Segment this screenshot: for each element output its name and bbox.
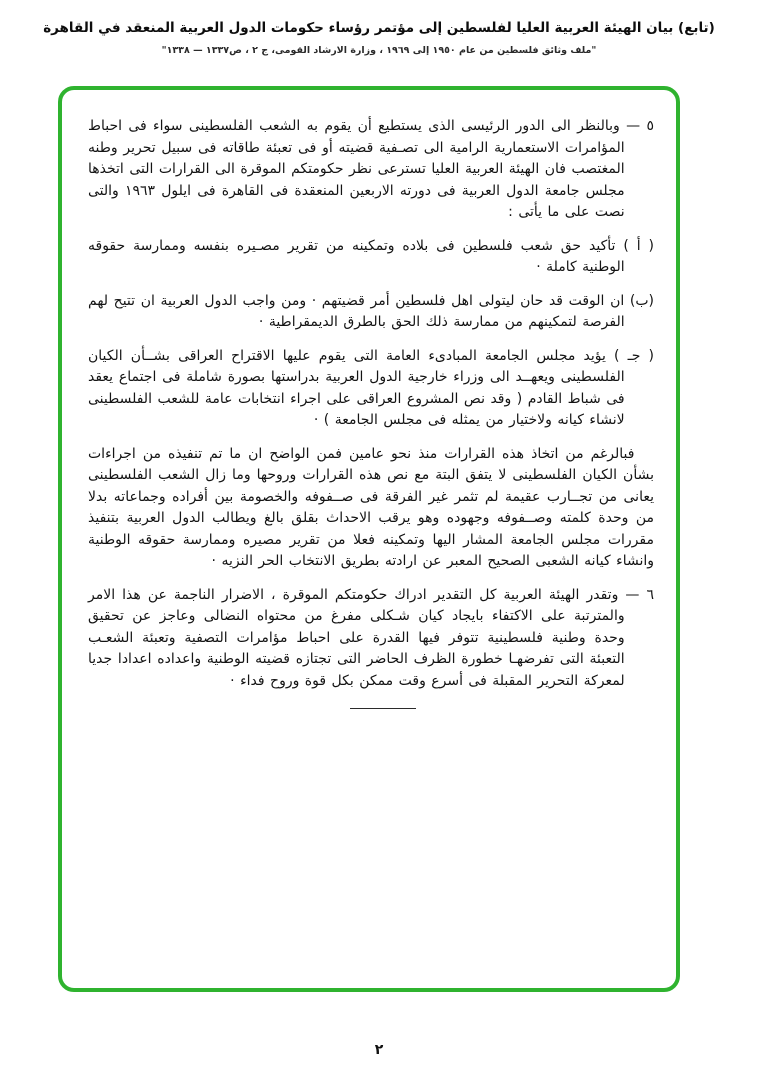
paragraph-commentary: فبالرغم من اتخاذ هذه القرارات منذ نحو عامين فمن الواضح ان ما تم تنفيذه من اجراءات بشأن الكيان الفلسطينى لا يتفق البتة مع نص هذه القرارات وروحها وما زال الشعب الفلسطينى يعانى من تجــارب عقيمة لم تثمر غير الفرقة فى صــفوفه والخصومة بين أفراده وجماعاته بدلا من وحدة كلمته وصــفوفه وجهوده وهو يرقب الاحداث بقلق بالغ ويطالب الدول العربية بتنفيذ مقررات مجلس الجامعة المشار اليها وتمكينه فعلا من تقرير مصيره وممارسة حقوقه الوطنية وانشاء كيانه الشعبى الصحيح المعبر عن ارادته بطريق الانتخاب الحر النزيه · (88, 445, 654, 569)
paragraph-subitem-jeem: ( جـ ) يؤيد مجلس الجامعة المبادىء العامة التى يقوم عليها الاقتراح العراقى بشــأن الكيان الفلسطينى ويعهــد الى وزراء خارجية الدول العربية بدراستها بصورة شاملة فى اجتماع يعقد فى شباط القادم ( وقد نص المشروع العراقى على اجراء انتخابات عامة للشعب الفلسطينى لانشاء كيانه ولاختيار من يمثله فى مجلس الجامعة ) · (88, 347, 654, 428)
paragraph-subitem-alef: ( أ ) تأكيد حق شعب فلسطين فى بلاده وتمكينه من تقرير مصـيره بنفسه وممارسة حقوقه الوطنية كاملة · (88, 237, 654, 275)
document-title: (تابع) بيان الهيئة العربية العليا لفلسطين إلى مؤتمر رؤساء حكومات الدول العربية المنعقد في القاهرة (43, 20, 715, 36)
content-border-frame (58, 86, 680, 992)
paragraph-item-6: ٦ — وتقدر الهيئة العربية كل التقدير ادراك حكومتكم الموقرة ، الاضرار الناجمة عن هذا الامر والمترتبة على الاكتفاء بايجاد كيان شـكلى مفرغ من محتواه النضالى وعاجز عن تحقيق وحدة وطنية فلسطينية تتوفر فيها القدرة على احباط مؤامرات التصفية وتعبئة الشعـب التعبئة التى تفرضهـا خطورة الظرف الحاضر التى تجتازه قضيته الوطنية واعداده اعدادا جديا لمعركة التحرير المقبلة فى أسرع وقت ممكن بكل قوة وروح فداء · (88, 586, 654, 689)
paragraph-item-5: ٥ — وبالنظر الى الدور الرئيسى الذى يستطيع أن يقوم به الشعب الفلسطينى سواء فى احباط المؤامرات الاستعمارية الرامية الى تصـفية قضيته أو فى تعبئة طاقاته فى سبيل تحرير وطنه المغتصب فان الهيئة العربية العليا تسترعى نظر حكومتكم الموقرة الى القرارات التى اتخذها مجلس جامعة الدول العربية فى دورته الاربعين المنعقدة فى القاهرة فى ايلول ١٩٦٣ والتى نصت على ما يأتى : (88, 118, 654, 220)
document-body (62, 90, 676, 709)
page-number: ٢ (374, 1042, 384, 1058)
end-divider-rule (350, 708, 416, 709)
paragraph-subitem-ba: (ب) ان الوقت قد حان ليتولى اهل فلسطين أمر قضيتهم · ومن واجب الدول العربية ان تتيح لهم الفرصة لتمكينهم من ممارسة ذلك الحق بالطرق الديمقراطية · (88, 292, 654, 330)
document-header (0, 0, 758, 56)
document-source-citation: "ملف وثائق فلسطين من عام ١٩٥٠ إلى ١٩٦٩ ، وزارة الارشاد القومى، ج ٢ ، ص١٣٣٧ — ١٣٣٨" (161, 44, 597, 56)
